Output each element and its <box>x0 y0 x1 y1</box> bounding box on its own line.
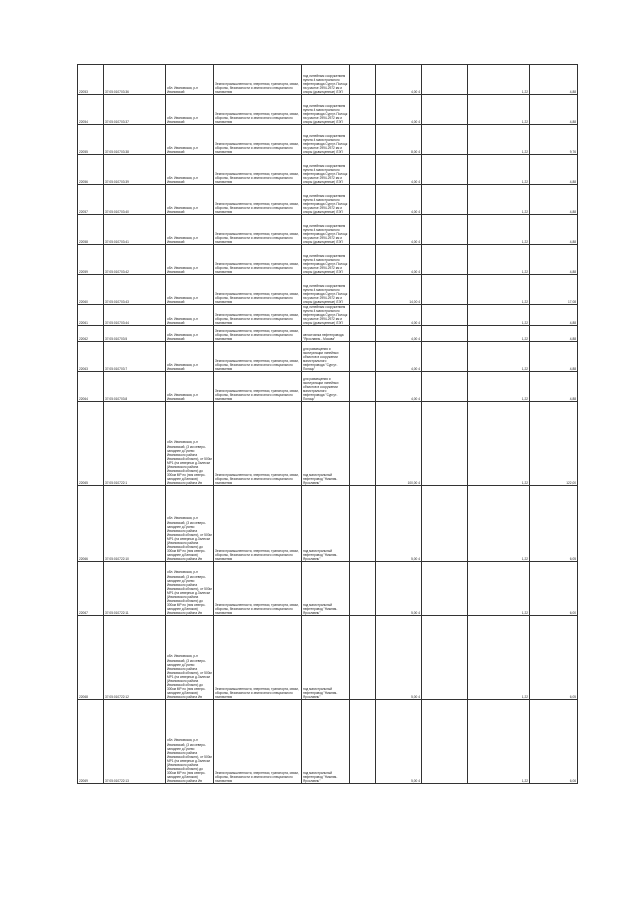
address-cell: обл. Ивановская, р-н Ивановский <box>166 275 214 305</box>
area-cell: 4,00 4 <box>376 65 422 95</box>
rate-cell: 1,22 <box>468 245 530 275</box>
rate-cell: 1,22 <box>468 215 530 245</box>
land-category-cell: Земли промышленности, энергетики, транспорта, связи, обороны, безопасности и земли иного специального назначения <box>214 185 302 215</box>
empty-cell <box>350 562 376 616</box>
empty-cell <box>350 342 376 372</box>
rate-cell: 1,22 <box>468 700 530 784</box>
cadastral-number-cell: 37:05:010703:43 <box>104 275 166 305</box>
address-cell: обл. Ивановская, р-н Ивановский <box>166 372 214 402</box>
row-number-cell: 22063 <box>78 342 104 372</box>
land-category-cell: Земли промышленности, энергетики, транспорта, связи, обороны, безопасности и земли иного специального назначения <box>214 562 302 616</box>
permitted-use-cell: под линейным сооружением пункта 4 магистрального нефтепровода Сургут-Полоцк на участке 2994-2972 км и опоры (дьвжтцепные) ЛЭП <box>302 95 350 125</box>
spreadsheet-page <box>77 64 577 784</box>
land-category-cell: Земли промышленности, энергетики, транспорта, связи, обороны, безопасности и земли иного специального назначения <box>214 125 302 155</box>
cadastral-number-cell: 37:05:010703:7 <box>104 342 166 372</box>
table-row <box>78 562 578 616</box>
address-cell: обл. Ивановская, р-н Ивановский, (3 км северо-западнее д.Гусево Ивановского района Ивановской области), от 500м МР1 (на северных д.Залесье (Ивановского района Ивановской области) до 300км МР по (ния северо-западнее д.Беляков) Ивановского района Ив <box>166 402 214 486</box>
empty-cell <box>422 305 468 326</box>
empty-cell <box>422 245 468 275</box>
total-cell: 4,88 <box>530 185 578 215</box>
address-cell: обл. Ивановская, р-н Ивановский <box>166 305 214 326</box>
address-cell: обл. Ивановская, р-н Ивановский <box>166 245 214 275</box>
empty-cell <box>422 700 468 784</box>
rate-cell: 1,22 <box>468 616 530 700</box>
permitted-use-cell: под линейным сооружением пункта 4 магистрального нефтепровода Сургут-Полоцк на участке 2994-2972 км и опоры (дьвжтцепные) ЛЭП <box>302 305 350 326</box>
area-cell: 5,00 4 <box>376 700 422 784</box>
table-row <box>78 700 578 784</box>
table-row <box>78 215 578 245</box>
rate-cell: 1,22 <box>468 562 530 616</box>
total-cell: 4,88 <box>530 215 578 245</box>
empty-cell <box>422 95 468 125</box>
table-row <box>78 305 578 326</box>
total-cell: 4,88 <box>530 95 578 125</box>
empty-cell <box>422 616 468 700</box>
land-category-cell: Земли промышленности, энергетики, транспорта, связи, обороны, безопасности и земли иного специального назначения <box>214 372 302 402</box>
row-number-cell: 22069 <box>78 700 104 784</box>
address-cell: обл. Ивановская, р-н Ивановский <box>166 215 214 245</box>
empty-cell <box>350 486 376 562</box>
empty-cell <box>422 486 468 562</box>
row-number-cell: 22056 <box>78 155 104 185</box>
land-category-cell: Земли промышленности, энергетики, транспорта, связи, обороны, безопасности и земли иного специального назначения <box>214 155 302 185</box>
empty-cell <box>350 245 376 275</box>
land-category-cell: Земли промышленности, энергетики, транспорта, связи, обороны, безопасности и земли иного специального назначения <box>214 700 302 784</box>
empty-cell <box>350 65 376 95</box>
row-number-cell: 22066 <box>78 486 104 562</box>
empty-cell <box>350 326 376 342</box>
table-row <box>78 616 578 700</box>
rate-cell: 1,22 <box>468 65 530 95</box>
empty-cell <box>422 372 468 402</box>
cadastral-number-cell: 37:05:010703:5 <box>104 326 166 342</box>
cadastral-number-cell: 37:05:010703:8 <box>104 372 166 402</box>
area-cell: 5,00 4 <box>376 616 422 700</box>
row-number-cell: 22053 <box>78 65 104 95</box>
table-row <box>78 402 578 486</box>
address-cell: обл. Ивановская, р-н Ивановский, (3 км северо-западнее д.Гусево Ивановского района Ивановской области), от 500м МР1 (на северных д.Залесье (Ивановского района Ивановской области) до 300км МР по (ния северо-западнее д.Беляков) Ивановского района Ив <box>166 486 214 562</box>
address-cell: обл. Ивановская, р-н Ивановский, (3 км северо-западнее д.Гусево Ивановского района Ивановской области), от 500м МР1 (на северных д.Залесье (Ивановского района Ивановской области) до 300км МР по (ния северо-западнее д.Беляков) Ивановского района Ив <box>166 616 214 700</box>
total-cell: 4,88 <box>530 326 578 342</box>
row-number-cell: 22061 <box>78 305 104 326</box>
table-row <box>78 95 578 125</box>
permitted-use-cell: под линейным сооружением пункта 4 магистрального нефтепровода Сургут-Полоцк на участке 2994-2972 км и опоры (дьвжтцепные) ЛЭП <box>302 155 350 185</box>
row-number-cell: 22058 <box>78 215 104 245</box>
rate-cell: 1,22 <box>468 155 530 185</box>
land-category-cell: Земли промышленности, энергетики, транспорта, связи, обороны, безопасности и земли иного специального назначения <box>214 65 302 95</box>
cadastral-number-cell: 37:05:010722:13 <box>104 700 166 784</box>
empty-cell <box>422 125 468 155</box>
land-category-cell: Земли промышленности, энергетики, транспорта, связи, обороны, безопасности и земли иного специального назначения <box>214 486 302 562</box>
table-row <box>78 185 578 215</box>
area-cell: 14,00 4 <box>376 275 422 305</box>
total-cell: 6,05 <box>530 616 578 700</box>
land-category-cell: Земли промышленности, энергетики, транспорта, связи, обороны, безопасности и земли иного специального назначения <box>214 215 302 245</box>
land-category-cell: Земли промышленности, энергетики, транспорта, связи, обороны, безопасности и земли иного специального назначения <box>214 616 302 700</box>
empty-cell <box>350 155 376 185</box>
empty-cell <box>422 185 468 215</box>
area-cell: 5,00 4 <box>376 486 422 562</box>
area-cell: 4,00 4 <box>376 155 422 185</box>
address-cell: обл. Ивановская, р-н Ивановский <box>166 95 214 125</box>
empty-cell <box>350 275 376 305</box>
rate-cell: 1,22 <box>468 305 530 326</box>
address-cell: обл. Ивановская, р-н Ивановский <box>166 65 214 95</box>
cadastral-number-cell: 37:05:010703:38 <box>104 125 166 155</box>
address-cell: обл. Ивановская, р-н Ивановский, (3 км северо-западнее д.Гусево Ивановского района Ивановской области), от 500м МР1 (на северных д.Залесье (Ивановского района Ивановской области) до 300км МР по (ния северо-западнее д.Беляков) Ивановского района Ив <box>166 562 214 616</box>
address-cell: обл. Ивановская, р-н Ивановский <box>166 185 214 215</box>
area-cell: 4,00 4 <box>376 95 422 125</box>
area-cell: 5,00 4 <box>376 562 422 616</box>
empty-cell <box>350 95 376 125</box>
rate-cell: 1,22 <box>468 275 530 305</box>
empty-cell <box>422 562 468 616</box>
total-cell: 6,06 <box>530 700 578 784</box>
permitted-use-cell: для размещения и эксплуатации линейных объектов в сооружении магистрального нефтепровода "Сургут-Полоцк" <box>302 342 350 372</box>
area-cell: 4,00 4 <box>376 215 422 245</box>
table-row <box>78 486 578 562</box>
row-number-cell: 22068 <box>78 616 104 700</box>
total-cell: 6,00 <box>530 562 578 616</box>
empty-cell <box>350 372 376 402</box>
cadastral-number-cell: 37:05:010722:12 <box>104 616 166 700</box>
table-row <box>78 65 578 95</box>
rate-cell: 1,22 <box>468 342 530 372</box>
empty-cell <box>422 326 468 342</box>
cadastral-number-cell: 37:05:010703:36 <box>104 65 166 95</box>
total-cell: 9,76 <box>530 125 578 155</box>
rate-cell: 1,22 <box>468 326 530 342</box>
permitted-use-cell: под магистральный нефтепровод "Нижняя-Ярославль" <box>302 562 350 616</box>
row-number-cell: 22054 <box>78 95 104 125</box>
empty-cell <box>350 305 376 326</box>
cadastral-number-cell: 37:05:010703:44 <box>104 305 166 326</box>
permitted-use-cell: под магистральный нефтепровод "Нижняя-Ярославль" <box>302 402 350 486</box>
table-row <box>78 372 578 402</box>
row-number-cell: 22060 <box>78 275 104 305</box>
table-row <box>78 155 578 185</box>
empty-cell <box>350 215 376 245</box>
land-category-cell: Земли промышленности, энергетики, транспорта, связи, обороны, безопасности и земли иного специального назначения <box>214 245 302 275</box>
cadastral-number-cell: 37:05:010703:40 <box>104 185 166 215</box>
area-cell: 100,00 4 <box>376 402 422 486</box>
cadastral-number-cell: 37:05:010722:10 <box>104 486 166 562</box>
row-number-cell: 22065 <box>78 402 104 486</box>
empty-cell <box>350 185 376 215</box>
address-cell: обл. Ивановская, р-н Ивановский, (3 км северо-западнее д.Гусево Ивановского района Ивановской области), от 500м МР1 (на северных д.Залесье (Ивановского района Ивановской области) до 300км МР по (ния северо-западнее д.Беляков) Ивановского района Ив <box>166 700 214 784</box>
table-row <box>78 326 578 342</box>
address-cell: обл. Ивановская, р-н Ивановский <box>166 125 214 155</box>
total-cell: 4,88 <box>530 245 578 275</box>
land-category-cell: Земли промышленности, энергетики, транспорта, связи, обороны, безопасности и земли иного специального назначения <box>214 305 302 326</box>
total-cell: 17,08 <box>530 275 578 305</box>
rate-cell: 1,22 <box>468 95 530 125</box>
cadastral-number-cell: 37:05:010722:1 <box>104 402 166 486</box>
row-number-cell: 22062 <box>78 326 104 342</box>
permitted-use-cell: под линейным сооружением пункта 4 магистрального нефтепровода Сургут-Полоцк на участке 2994-2972 км и опоры (дьвжтцепные) ЛЭП <box>302 245 350 275</box>
land-category-cell: Земли промышленности, энергетики, транспорта, связи, обороны, безопасности и земли иного специального назначения <box>214 342 302 372</box>
empty-cell <box>422 342 468 372</box>
empty-cell <box>422 215 468 245</box>
rate-cell: 1,22 <box>468 185 530 215</box>
empty-cell <box>350 700 376 784</box>
cadastral-number-cell: 37:05:010703:37 <box>104 95 166 125</box>
total-cell: 4,88 <box>530 372 578 402</box>
address-cell: обл. Ивановская, р-н Ивановский <box>166 326 214 342</box>
empty-cell <box>350 125 376 155</box>
cadastral-number-cell: 37:05:010703:39 <box>104 155 166 185</box>
total-cell: 4,88 <box>530 342 578 372</box>
permitted-use-cell: под линейным сооружением пункта 4 магистрального нефтепровода Сургут-Полоцк на участке 2994-2972 км и опоры (дьвжтцепные) ЛЭП <box>302 215 350 245</box>
permitted-use-cell: под линейным сооружением пункта 4 магистрального нефтепровода Сургут-Полоцк на участке 2994-2972 км и опоры (дьвжтцепные) ЛЭП <box>302 65 350 95</box>
land-category-cell: Земли промышленности, энергетики, транспорта, связи, обороны, безопасности и земли иного специального назначения <box>214 275 302 305</box>
permitted-use-cell: под линейным сооружением пункта 4 магистрального нефтепровода Сургут-Полоцк на участке 2994-2972 км и опоры (дьвжтцепные) ЛЭП <box>302 125 350 155</box>
address-cell: обл. Ивановская, р-н Ивановский <box>166 342 214 372</box>
table-row <box>78 245 578 275</box>
row-number-cell: 22064 <box>78 372 104 402</box>
rate-cell: 1,22 <box>468 372 530 402</box>
cadastral-number-cell: 37:05:010703:42 <box>104 245 166 275</box>
area-cell: 4,00 4 <box>376 185 422 215</box>
area-cell: 8,00 4 <box>376 125 422 155</box>
table-row <box>78 125 578 155</box>
row-number-cell: 22067 <box>78 562 104 616</box>
rate-cell: 1,22 <box>468 125 530 155</box>
land-plots-table <box>77 64 578 784</box>
permitted-use-cell: под магистральный нефтепровод "Нижняя-Ярославль" <box>302 486 350 562</box>
empty-cell <box>422 65 468 95</box>
empty-cell <box>350 402 376 486</box>
permitted-use-cell: под линейным сооружением пункта 4 магистрального нефтепровода Сургут-Полоцк на участке 2994-2972 км и опоры (дьвжтцепные) ЛЭП <box>302 275 350 305</box>
permitted-use-cell: под линейным сооружением пункта 4 магистрального нефтепровода Сургут-Полоцк на участке 2994-2972 км и опоры (дьвжтцепные) ЛЭП <box>302 185 350 215</box>
land-category-cell: Земли промышленности, энергетики, транспорта, связи, обороны, безопасности и земли иного специального назначения <box>214 95 302 125</box>
address-cell: обл. Ивановская, р-н Ивановский <box>166 155 214 185</box>
table-body <box>78 65 578 784</box>
permitted-use-cell: автостоянка нефтепровода "Ярославль - Москва" <box>302 326 350 342</box>
table-row <box>78 275 578 305</box>
area-cell: 4,00 4 <box>376 372 422 402</box>
total-cell: 4,88 <box>530 305 578 326</box>
empty-cell <box>350 616 376 700</box>
total-cell: 6,05 <box>530 486 578 562</box>
rate-cell: 1,22 <box>468 402 530 486</box>
permitted-use-cell: под магистральный нефтепровод "Нижняя-Ярославль" <box>302 700 350 784</box>
total-cell: 4,88 <box>530 65 578 95</box>
area-cell: 4,00 4 <box>376 326 422 342</box>
area-cell: 4,00 4 <box>376 305 422 326</box>
total-cell: 4,88 <box>530 155 578 185</box>
empty-cell <box>422 402 468 486</box>
permitted-use-cell: для размещения и эксплуатации линейных объектов в сооружении магистрального нефтепровода "Сургут-Полоцк" <box>302 372 350 402</box>
table-row <box>78 342 578 372</box>
area-cell: 4,00 4 <box>376 245 422 275</box>
row-number-cell: 22059 <box>78 245 104 275</box>
row-number-cell: 22057 <box>78 185 104 215</box>
empty-cell <box>422 155 468 185</box>
permitted-use-cell: под магистральный нефтепровод "Нижняя-Ярославль" <box>302 616 350 700</box>
empty-cell <box>422 275 468 305</box>
land-category-cell: Земли промышленности, энергетики, транспорта, связи, обороны, безопасности и земли иного специального назначения <box>214 326 302 342</box>
cadastral-number-cell: 37:05:010722:11 <box>104 562 166 616</box>
rate-cell: 1,22 <box>468 486 530 562</box>
cadastral-number-cell: 37:05:010703:41 <box>104 215 166 245</box>
area-cell: 4,00 4 <box>376 342 422 372</box>
total-cell: 122,00 <box>530 402 578 486</box>
row-number-cell: 22055 <box>78 125 104 155</box>
land-category-cell: Земли промышленности, энергетики, транспорта, связи, обороны, безопасности и земли иного специального назначения <box>214 402 302 486</box>
